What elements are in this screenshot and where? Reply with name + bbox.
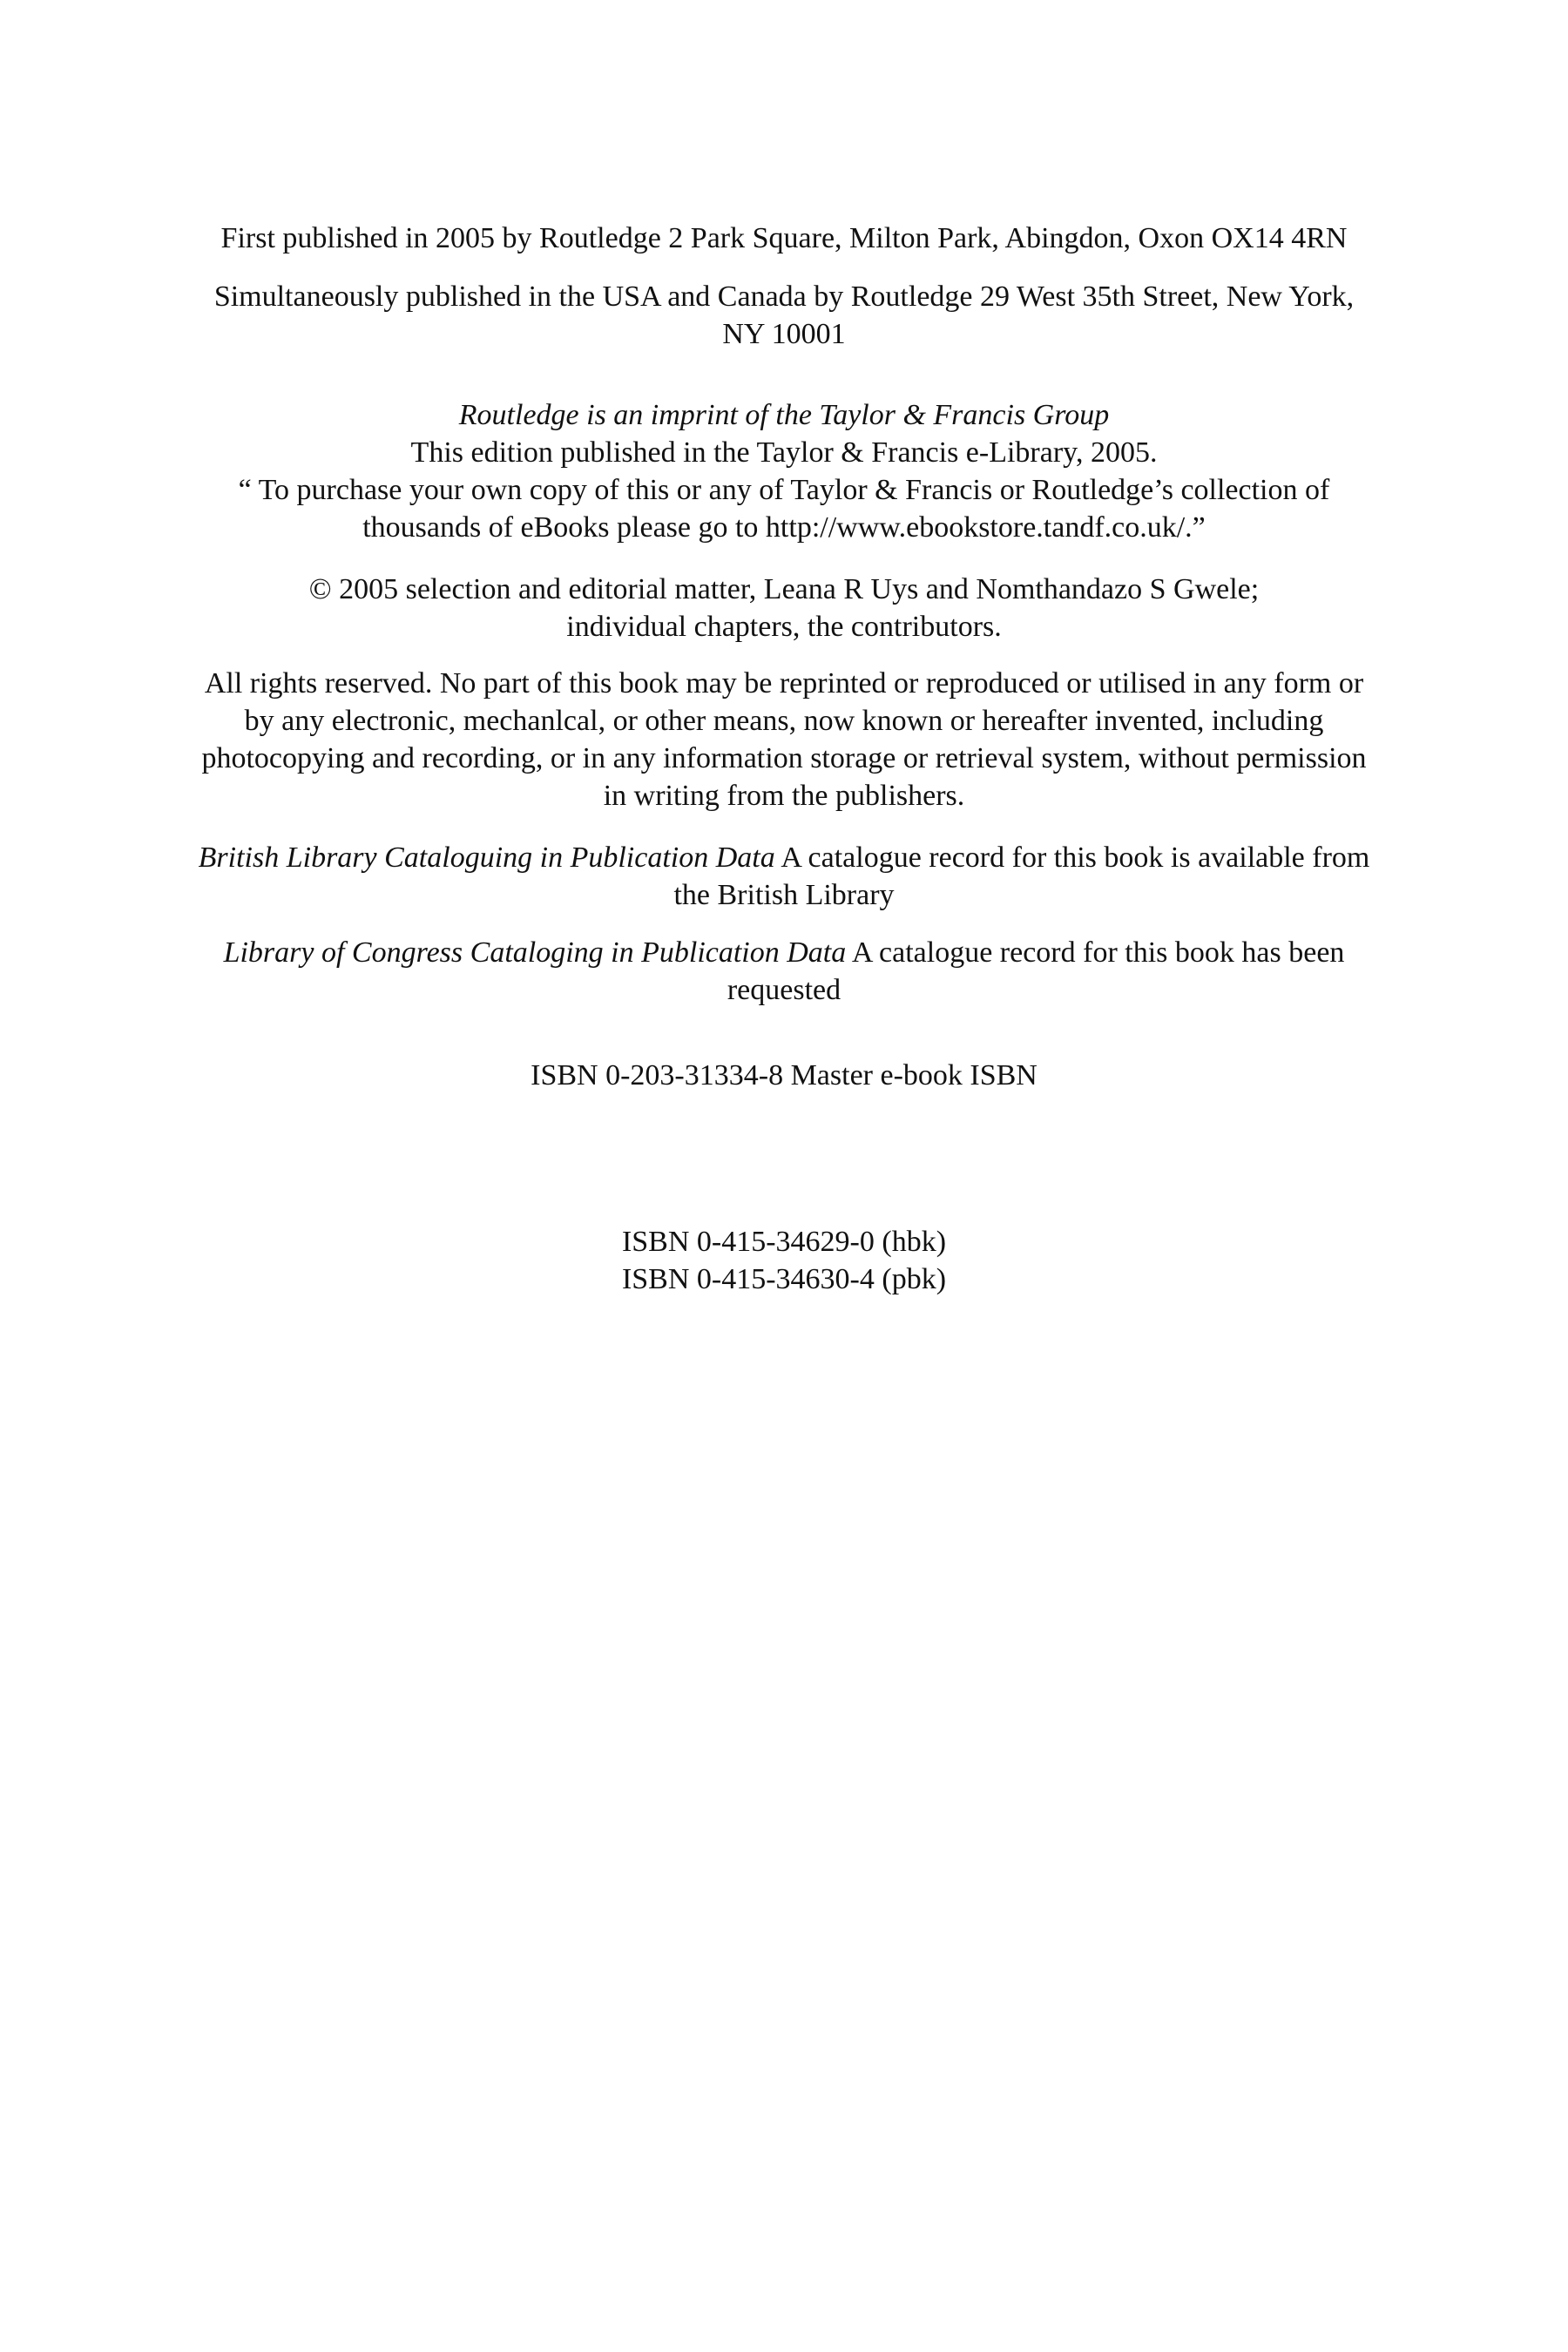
rights-line-3: photocopying and recording, or in any information storage or retrieval system, without permission	[201, 742, 1367, 774]
british-library-cip	[122, 839, 1446, 914]
rights-line-1: All rights reserved. No part of this book may be reprinted or reproduced or utilised in any form or	[204, 667, 1364, 700]
loc-heading: Library of Congress Cataloging in Publication Data	[223, 936, 847, 969]
isbn-master: ISBN 0-203-31334-8 Master e-book ISBN	[531, 1059, 1037, 1092]
loc-line-1	[122, 934, 1446, 971]
copyright-line-2: individual chapters, the contributors.	[566, 611, 1002, 643]
rights-reserved-text	[122, 665, 1446, 814]
british-library-heading: British Library Cataloguing in Publication Data	[198, 841, 775, 874]
edition-line: This edition published in the Taylor & Francis e-Library, 2005.	[410, 436, 1158, 469]
loc-line-1-rest: A catalogue record for this book has been	[846, 936, 1345, 969]
british-library-line-2: the British Library	[673, 879, 895, 911]
purchase-line-2: thousands of eBooks please go to http://www.ebookstore.tandf.co.uk/.”	[362, 511, 1206, 544]
imprint-italic-line: Routledge is an imprint of the Taylor & Francis Group	[458, 399, 1110, 431]
imprint-text	[122, 396, 1446, 546]
purchase-line-1: “ To purchase your own copy of this or any of Taylor & Francis or Routledge’s collection of	[238, 474, 1330, 506]
first-published-line: First published in 2005 by Routledge 2 Park Square, Milton Park, Abingdon, Oxon OX14 4RN	[220, 222, 1348, 254]
copyright-text	[122, 571, 1446, 645]
first-published-text	[122, 220, 1446, 257]
library-of-congress-cip	[122, 934, 1446, 1009]
rights-line-2: by any electronic, mechanlcal, or other means, now known or hereafter invented, including	[244, 705, 1324, 737]
simultaneous-publication-text	[122, 278, 1446, 353]
isbn-pbk: ISBN 0-415-34630-4 (pbk)	[621, 1263, 947, 1295]
simultaneous-line-2: NY 10001	[722, 318, 846, 350]
british-library-line-1-rest: A catalogue record for this book is available from	[774, 841, 1370, 874]
isbn-hbk: ISBN 0-415-34629-0 (hbk)	[621, 1226, 947, 1258]
isbn-print-text	[122, 1223, 1446, 1298]
loc-line-2: requested	[727, 974, 841, 1006]
rights-line-4: in writing from the publishers.	[603, 780, 965, 812]
copyright-line-1: © 2005 selection and editorial matter, Leana R Uys and Nomthandazo S Gwele;	[308, 573, 1260, 605]
simultaneous-line-1: Simultaneously published in the USA and Canada by Routledge 29 West 35th Street, New York,	[213, 280, 1355, 313]
british-library-line-1	[122, 839, 1446, 876]
isbn-master-text	[122, 1057, 1446, 1094]
